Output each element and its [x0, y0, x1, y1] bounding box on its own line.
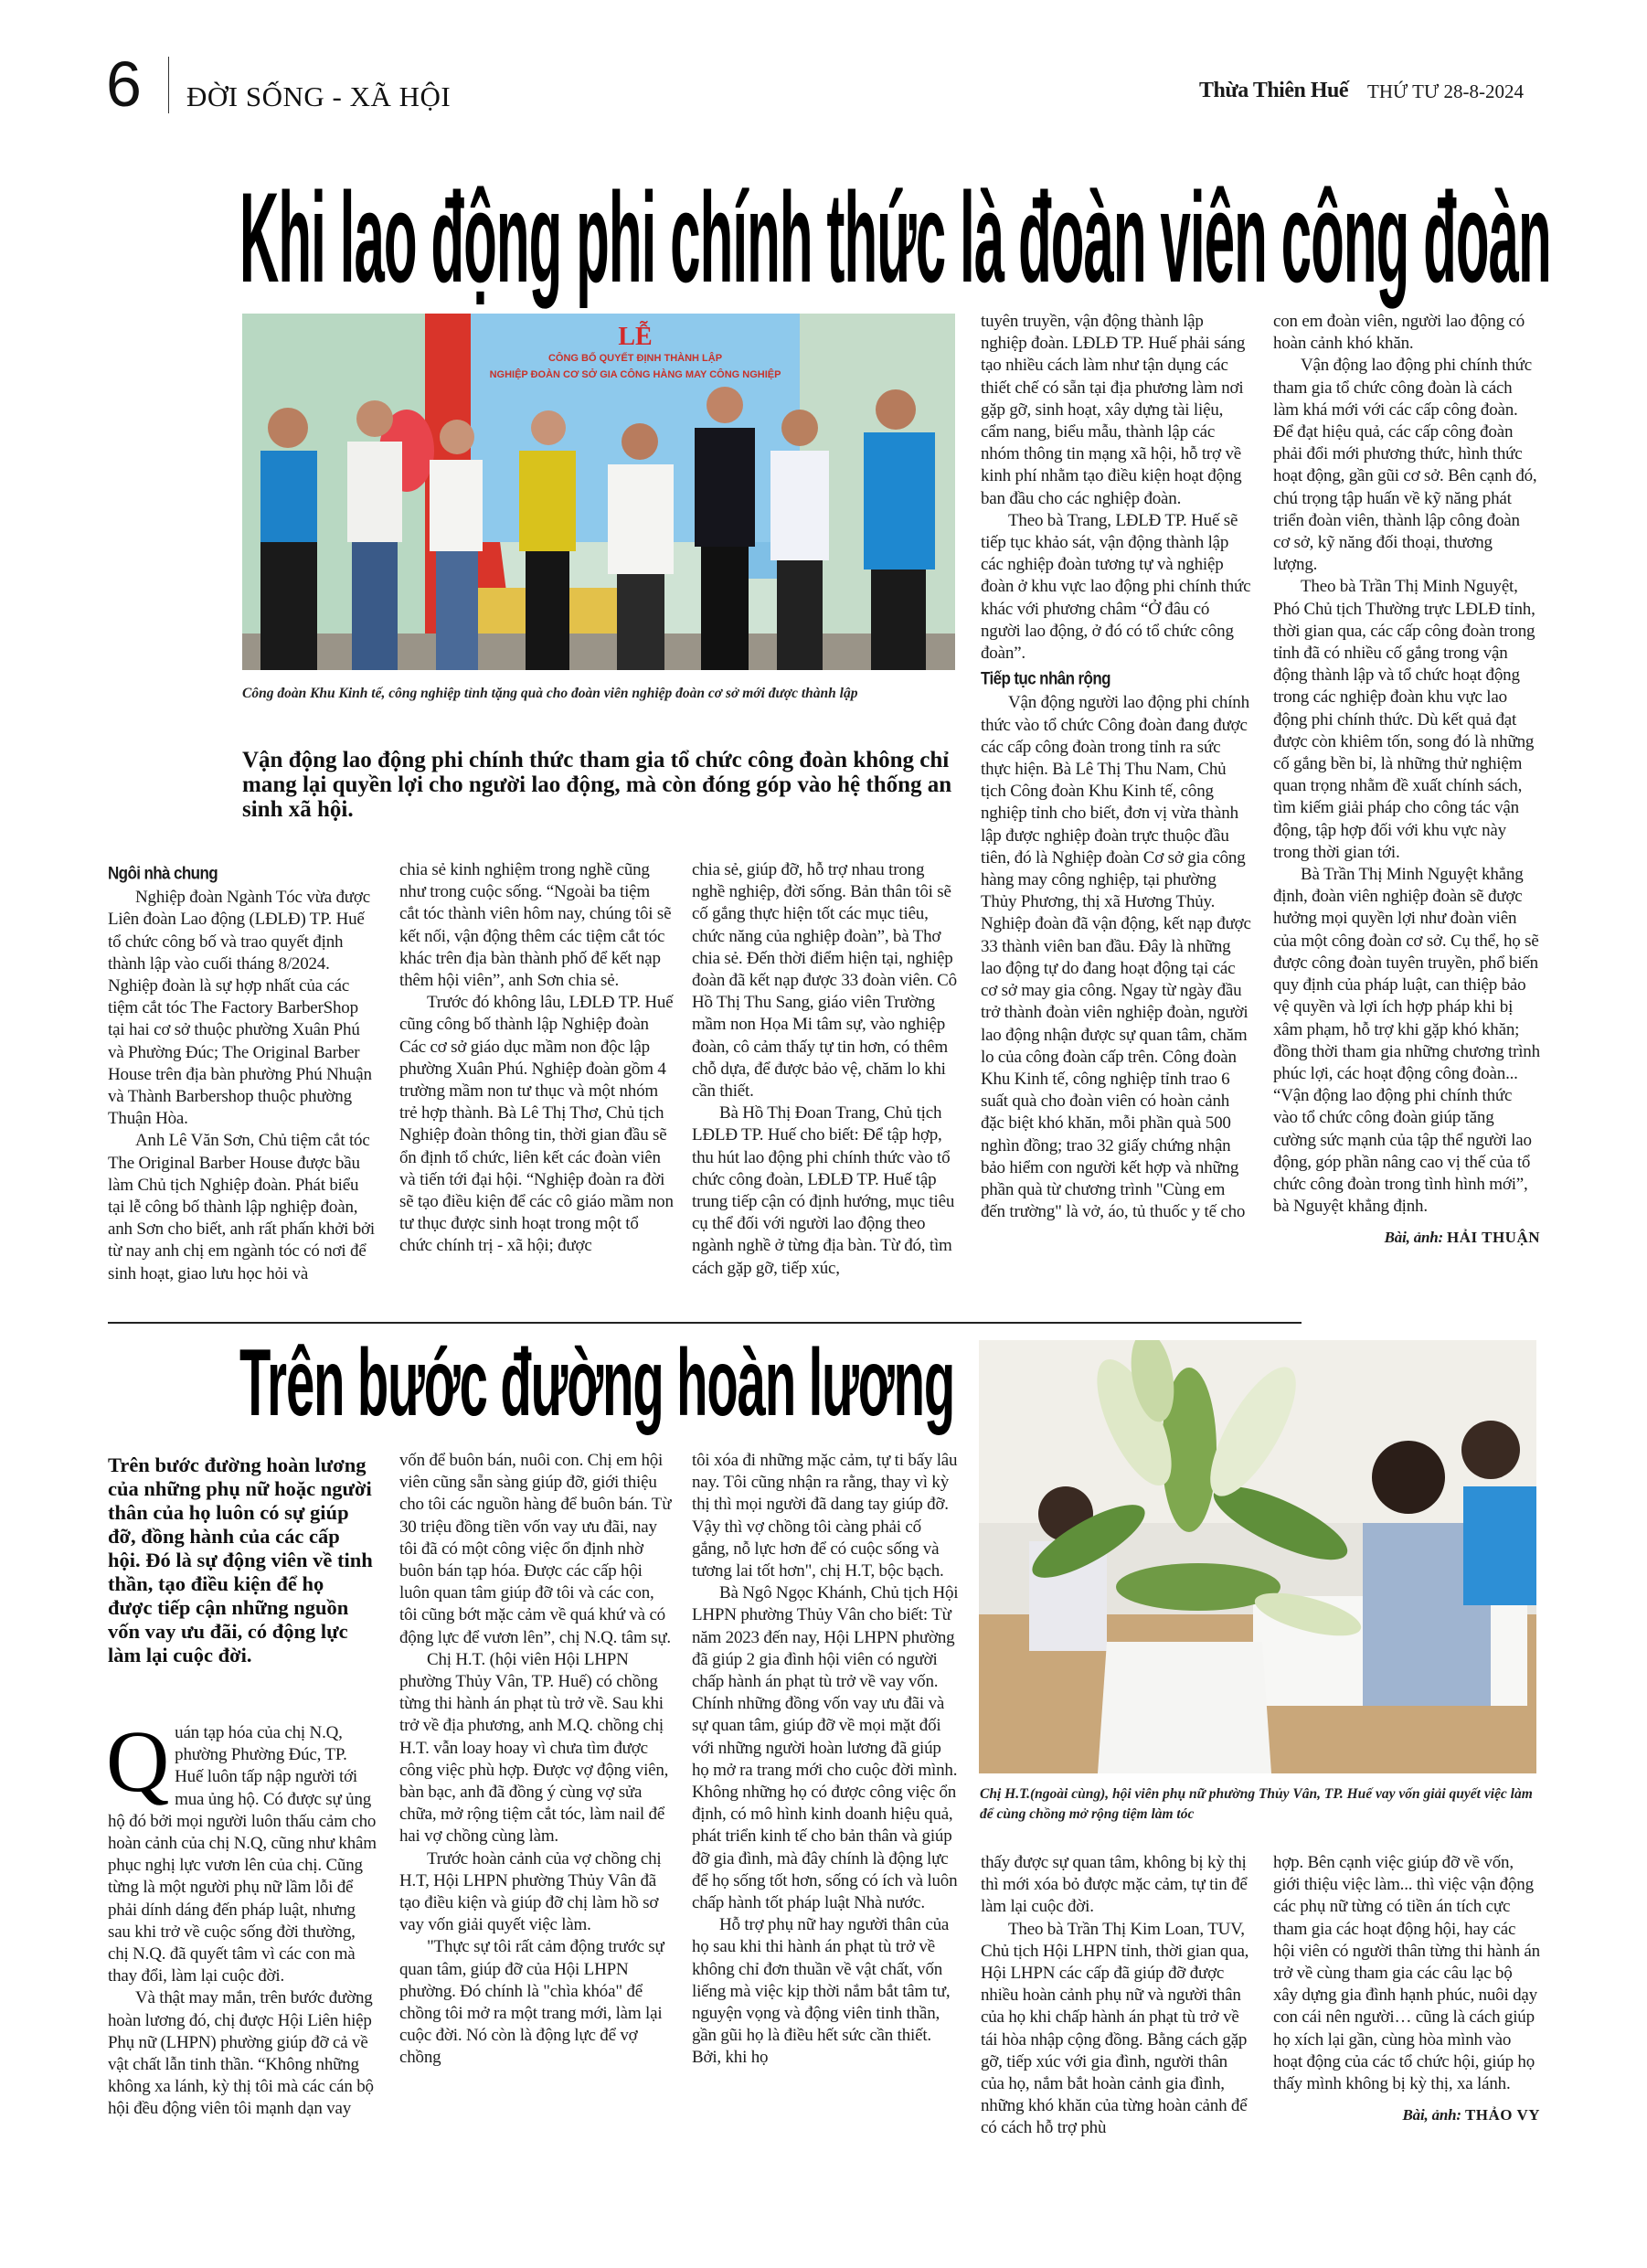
paragraph: hợp. Bên cạnh việc giúp đỡ về vốn, giới thiệu việc làm... thì việc vận động các phụ nữ từng có tiền án tích cực tham gia các hoạt động hội, hay các hội viên có người thân từng thi hành án trở về cùng tham gia các câu lạc bộ xây dựng gia đình hạnh phúc, nuôi dạy con cái nên người… cũng là cách giúp họ xích lại gần, cùng hòa mình vào hoạt động của các tổ chức hội, giúp họ thấy mình không bị kỳ thị, xa lánh. [1273, 1853, 1540, 2094]
article1-column-5 [1273, 311, 1540, 1250]
paragraph: Theo bà Trang, LĐLĐ TP. Huế sẽ tiếp tục khảo sát, vận động thành lập các nghiệp đoàn tương tự và nghiệp đoàn ở khu vực lao động phi chính thức khác với phương châm “Ở đâu có người lao động, ở đó có tổ chức công đoàn”. [981, 510, 1251, 664]
paragraph: Bà Ngô Ngọc Khánh, Chủ tịch Hội LHPN phường Thủy Vân cho biết: Từ năm 2023 đến nay, Hội LHPN phường đã giúp 2 gia đình hội viên có người chấp hành án phạt tù trở về vay vốn. Chính những đồng vốn vay ưu đãi và sự quan tâm, giúp đỡ về mọi mặt đối với những người hoàn lương đã giúp họ mở ra trang mới cho cuộc đời mình. Không những họ có được công việc ổn định, có mô hình kinh doanh hiệu quả, phát triển kinh tế cho bản thân và giúp đỡ gia đình, mà đây chính là động lực để họ sống tốt hơn, sống có ích và luôn chấp hành tốt pháp luật Nhà nước. [692, 1583, 959, 1913]
paragraph: Bà Hồ Thị Đoan Trang, Chủ tịch LĐLĐ TP. Huế cho biết: Để tập hợp, thu hút lao động phi chính thức vào tổ chức công đoàn, LĐLĐ TP. Huế tập trung tiếp cận có định hướng, mục tiêu cụ thể đối với người lao động theo ngành nghề ở từng địa bàn. Từ đó, tìm cách gặp gỡ, tiếp xúc, [692, 1103, 955, 1278]
paragraph: Anh Lê Văn Sơn, Chủ tiệm cắt tóc The Original Barber House được bầu làm Chủ tịch Nghiệp đoàn. Phát biểu tại lễ công bố thành lập nghiệp đoàn, anh Sơn cho biết, anh rất phấn khởi bởi từ nay anh chị em ngành tóc có nơi để sinh hoạt, giao lưu học hỏi và [108, 1131, 375, 1283]
article2-column-1 [106, 1712, 378, 2121]
paragraph: Trước đó không lâu, LĐLĐ TP. Huế cũng công bố thành lập Nghiệp đoàn Các cơ sở giáo dục mầm non độc lập phường Xuân Phú. Nghiệp đoàn gồm 4 trường mầm non tư thục và một nhóm trẻ hợp thành. Bà Lê Thị Thơ, Chủ tịch Nghiệp đoàn thông tin, thời gian đầu sẽ ổn định tổ chức, liên kết các đoàn viên và tiến tới đại hội. “Nghiệp đoàn ra đời sẽ tạo điều kiện để các cô giáo mầm non tư thục được sinh hoạt trong một tổ chức chính trị - xã hội; được [399, 993, 674, 1256]
paragraph: Theo bà Trần Thị Kim Loan, TUV, Chủ tịch Hội LHPN tỉnh, thời gian qua, Hội LHPN các cấp đã giúp đỡ được nhiều hoàn cảnh phụ nữ và người thân của họ khi chấp hành án phạt tù trở về tái hòa nhập cộng đồng. Bằng cách gặp gỡ, tiếp xúc với gia đình, người thân của họ, nắm bắt hoàn cảnh gia đình, những khó khăn của từng hoàn cảnh để có cách hỗ trợ phù [981, 1919, 1249, 2138]
paragraph: con em đoàn viên, người lao động có hoàn cảnh khó khăn. [1273, 312, 1525, 354]
section-title: ĐỜI SỐNG - XÃ HỘI [186, 80, 452, 112]
article1-column-2 [399, 859, 674, 1258]
section-subheading: Ngôi nhà chung [108, 863, 218, 884]
article1-column-3 [692, 859, 959, 1280]
paragraph [106, 1712, 378, 1987]
paragraph-text: uán tạp hóa của chị N.Q, phường Phường Đúc, TP. Huế luôn tấp nập người tới mua ủng hộ. Có được sự ủng hộ đó bởi mọi người luôn thấu cảm cho hoàn cảnh của chị N.Q, cũng như khâm phục nghị lực vươn lên của chị. Cũng từng là một người phụ nữ lầm lỗi để phải dính dáng đến pháp luật, nhưng sau khi trở về cuộc sống đời thường, chị N.Q. đã quyết tâm vì các con mà thay đổi, làm lại cuộc đời. [108, 1723, 377, 1986]
paragraph: Hỗ trợ phụ nữ hay người thân của họ sau khi thi hành án phạt tù trở về không chỉ đơn thuần về vật chất, vốn liếng mà việc kịp thời nắm bắt tâm tư, nguyện vọng và động viên tinh thần, gần gũi họ là điều hết sức cần thiết. Bởi, khi họ [692, 1915, 951, 2068]
header-divider [168, 57, 169, 113]
byline-label: Bài, ảnh: [1384, 1229, 1443, 1247]
paragraph: tôi xóa đi những mặc cảm, tự ti bấy lâu nay. Tôi cũng nhận ra rằng, thay vì kỳ thị thì mọi người đã dang tay giúp đỡ. Vậy thì vợ chồng tôi càng phải cố gắng, nỗ lực hơn để có cuộc sống và tương lai tốt hơn", chị H.T, bộc bạch. [692, 1451, 958, 1581]
article2-byline [1273, 2104, 1540, 2126]
article1-column-4 [981, 311, 1253, 1223]
byline-author: THẢO VY [1464, 2106, 1540, 2124]
article-separator [108, 1322, 1302, 1324]
article2-headline: Trên bước đường hoàn lương [239, 1330, 955, 1436]
banner-line-1: CÔNG BỐ QUYẾT ĐỊNH THÀNH LẬP [547, 353, 723, 364]
banner-title: LỄ [618, 323, 653, 351]
article1-column-1 [108, 859, 378, 1285]
article1-lead: Vận động lao động phi chính thức tham gia tổ chức công đoàn không chỉ mang lại quyền lợi cho người lao động, mà còn đóng góp vào hệ thống an sinh xã hội. [242, 748, 952, 822]
publication-name: Thừa Thiên Huế [1199, 79, 1349, 102]
paragraph: "Thực sự tôi rất cảm động trước sự quan tâm, giúp đỡ của Hội LHPN phường. Đó chính là "chìa khóa" để chồng tôi mở ra một trang mới, làm lại cuộc đời. Nó còn là động lực để vợ chồng [399, 1937, 664, 2068]
banner-line-2: NGHIỆP ĐOÀN CƠ SỞ GIA CÔNG HÀNG MAY CÔNG NGHIỆP [489, 369, 781, 380]
article2-photo-caption: Chị H.T.(ngoài cùng), hội viên phụ nữ phường Thủy Vân, TP. Huế vay vốn giải quyết việc làm để cùng chồng mở rộng tiệm làm tóc [980, 1786, 1533, 1822]
paragraph: Nghiệp đoàn Ngành Tóc vừa được Liên đoàn Lao động (LĐLĐ) TP. Huế tổ chức công bố và trao quyết định thành lập vào cuối tháng 8/2024. Nghiệp đoàn là sự hợp nhất của các tiệm cắt tóc The Factory BarberShop tại hai cơ sở thuộc phường Xuân Phú và Phường Đúc; The Original Barber House trên địa bàn phường Phú Nhuận và Thành Barbershop thuộc phường Thuận Hòa. [108, 888, 372, 1129]
article1-photo [242, 314, 955, 670]
article2-column-4 [981, 1852, 1253, 2140]
article2-column-2 [399, 1450, 674, 2070]
article1-headline: Khi lao động phi chính thức là đoàn viên công đoàn [239, 165, 1551, 309]
paragraph: Bà Trần Thị Minh Nguyệt khẳng định, đoàn viên nghiệp đoàn sẽ được hưởng mọi quyền lợi như đoàn viên của một công đoàn cơ sở. Cụ thể, họ sẽ được công đoàn tuyên truyền, phổ biến quy định của pháp luật, can thiệp bảo vệ quyền và lợi ích hợp pháp khi bị xâm phạm, hỗ trợ khi gặp khó khăn; đồng thời tham gia những chương trình phúc lợi, các hoạt động công đoàn... “Vận động lao động phi chính thức vào tổ chức công đoàn giúp tăng cường sức mạnh của tập thể người lao động, góp phần nâng cao vị thế của tổ chức công đoàn trong tình hình mới”, bà Nguyệt khẳng định. [1273, 865, 1540, 1217]
article2-photo [979, 1340, 1536, 1773]
paragraph: thấy được sự quan tâm, không bị kỳ thị thì mới xóa bỏ được mặc cảm, tự tin để làm lại cuộc đời. [981, 1853, 1248, 1917]
article2-lead: Trên bước đường hoàn lương của những phụ nữ hoặc người thân của họ luôn có sự giúp đỡ, đồng hành của các cấp hội. Đó là sự động viên về tinh thần, tạo điều kiện để họ được tiếp cận những nguồn vốn vay ưu đãi, có động lực làm lại cuộc đời. [108, 1453, 373, 1666]
byline-label: Bài, ảnh: [1402, 2106, 1461, 2124]
paragraph: Vận động người lao động phi chính thức vào tổ chức Công đoàn đang được các cấp công đoàn trong tỉnh ra sức thực hiện. Bà Lê Thị Thu Nam, Chủ tịch Công đoàn Khu Kinh tế, công nghiệp tỉnh cho biết, đơn vị vừa thành lập được nghiệp đoàn trực thuộc đầu tiên, đó là Nghiệp đoàn Cơ sở gia công hàng may công nghiệp, tại phường Thủy Phương, thị xã Hương Thủy. Nghiệp đoàn đã vận động, kết nạp được 33 thành viên ban đầu. Đây là những lao động tự do đang hoạt động tại các cơ sở may gia công. Ngay từ ngày đầu trở thành đoàn viên nghiệp đoàn, người lao động nhận được sự quan tâm, chăm lo của công đoàn cấp trên. Công đoàn Khu Kinh tế, công nghiệp tỉnh trao 6 suất quà cho đoàn viên có hoàn cảnh đặc biệt khó khăn, mỗi phần quà 500 nghìn đồng; trao 32 giấy chứng nhận bảo hiểm con người kết hợp và những phần quà từ chương trình "Cùng em đến trường" là vở, áo, tủ thuốc y tế cho [981, 693, 1251, 1222]
paragraph: chia sẻ kinh nghiệm trong nghề cũng như trong cuộc sống. “Ngoài ba tiệm cắt tóc thành viên hôm nay, chúng tôi sẽ kết nối, vận động thêm các tiệm cắt tóc khác trên địa bàn thành phố để kết nạp thêm hội viên”, anh Sơn chia sẻ. [399, 860, 672, 991]
article1-photo-caption: Công đoàn Khu Kinh tế, công nghiệp tỉnh tặng quà cho đoàn viên nghiệp đoàn cơ sở mới được thành lập [242, 686, 858, 701]
paragraph: vốn để buôn bán, nuôi con. Chị em hội viên cũng sẵn sàng giúp đỡ, giới thiệu cho tôi các nguồn hàng để buôn bán. Từ 30 triệu đồng tiền vốn vay ưu đãi, nay tôi đã có một công việc ổn định nhờ buôn bán tạp hóa. Được các cấp hội luôn quan tâm giúp đỡ tôi và các con, tôi cũng bớt mặc cảm về quá khứ và có động lực để vươn lên”, chị N.Q. tâm sự. [399, 1451, 672, 1647]
paragraph: chia sẻ, giúp đỡ, hỗ trợ nhau trong nghề nghiệp, đời sống. Bản thân tôi sẽ cố gắng thực hiện tốt các mục tiêu, chức năng của nghiệp đoàn”, bà Thơ chia sẻ. Đến thời điểm hiện tại, nghiệp đoàn đã kết nạp được 33 đoàn viên. Cô Hồ Thị Thu Sang, giáo viên Trường mầm non Họa Mi tâm sự, vào nghiệp đoàn, cô cảm thấy tự tin hơn, có thêm chỗ dựa, để được bảo vệ, chăm lo khi cần thiết. [692, 860, 957, 1102]
issue-date: THỨ TƯ 28-8-2024 [1367, 80, 1525, 102]
article2-column-3 [692, 1450, 959, 2070]
article1-byline [1273, 1227, 1540, 1249]
paragraph: Chị H.T. (hội viên Hội LHPN phường Thủy Vân, TP. Huế) có chồng từng thi hành án phạt tù trở về. Sau khi trở về địa phương, anh M.Q. chồng chị H.T. vẫn loay hoay vì chưa tìm được công việc phù hợp. Được vợ động viên, bàn bạc, anh đã đồng ý cùng vợ sửa chữa, mở rộng tiệm cắt tóc, làm nail để hai vợ chồng cùng làm. [399, 1649, 669, 1847]
article2-column-5 [1273, 1852, 1540, 2126]
paragraph: Và thật may mắn, trên bước đường hoàn lương đó, chị được Hội Liên hiệp Phụ nữ (LHPN) phường giúp đỡ cả về vật chất lẫn tinh thần. “Không những không xa lánh, kỳ thị tôi mà các cán bộ hội đều động viên tôi mạnh dạn vay [108, 1988, 374, 2119]
section-subheading: Tiếp tục nhân rộng [981, 668, 1110, 689]
paragraph: tuyên truyền, vận động thành lập nghiệp đoàn. LĐLĐ TP. Huế phải sáng tạo nhiều cách làm như tận dụng các thiết chế có sẵn tại địa phương làm nơi gặp gỡ, sinh hoạt, xây dựng tài liệu, cẩm nang, biểu mẫu, thành lập các nhóm thông tin mạng xã hội, hỗ trợ về kinh phí nhằm tạo điều kiện hoạt động ban đầu cho các nghiệp đoàn. [981, 312, 1246, 508]
drop-cap: Q [106, 1712, 170, 1810]
paragraph: Vận động lao động phi chính thức tham gia tổ chức công đoàn là cách làm khá mới với các cấp công đoàn. Để đạt hiệu quả, các cấp công đoàn phải đổi mới phương thức, hình thức hoạt động, gần gũi cơ sở. Bên cạnh đó, chú trọng tập huấn về kỹ năng phát triển đoàn viên, thành lập công đoàn cơ sở, kỹ năng đối thoại, thương lượng. [1273, 356, 1537, 575]
page-number: 6 [106, 48, 142, 120]
byline-author: HẢI THUẬN [1447, 1229, 1540, 1247]
paragraph: Trước hoàn cảnh của vợ chồng chị H.T, Hội LHPN phường Thủy Vân đã tạo điều kiện và giúp đỡ chị làm hồ sơ vay vốn giải quyết việc làm. [399, 1848, 662, 1935]
paragraph: Theo bà Trần Thị Minh Nguyệt, Phó Chủ tịch Thường trực LĐLĐ tỉnh, thời gian qua, các cấp công đoàn trong tỉnh đã có nhiều cố gắng trong vận động thành lập và tổ chức hoạt động trong các nghiệp đoàn khu vực lao động phi chính thức. Dù kết quả đạt được còn khiêm tốn, song đó là những cố gắng bền bỉ, là những thử nghiệm quan trọng nhằm đề xuất chính sách, tìm kiếm giải pháp cho công tác vận động, tập hợp đối với khu vực này trong thời gian tới. [1273, 577, 1535, 862]
